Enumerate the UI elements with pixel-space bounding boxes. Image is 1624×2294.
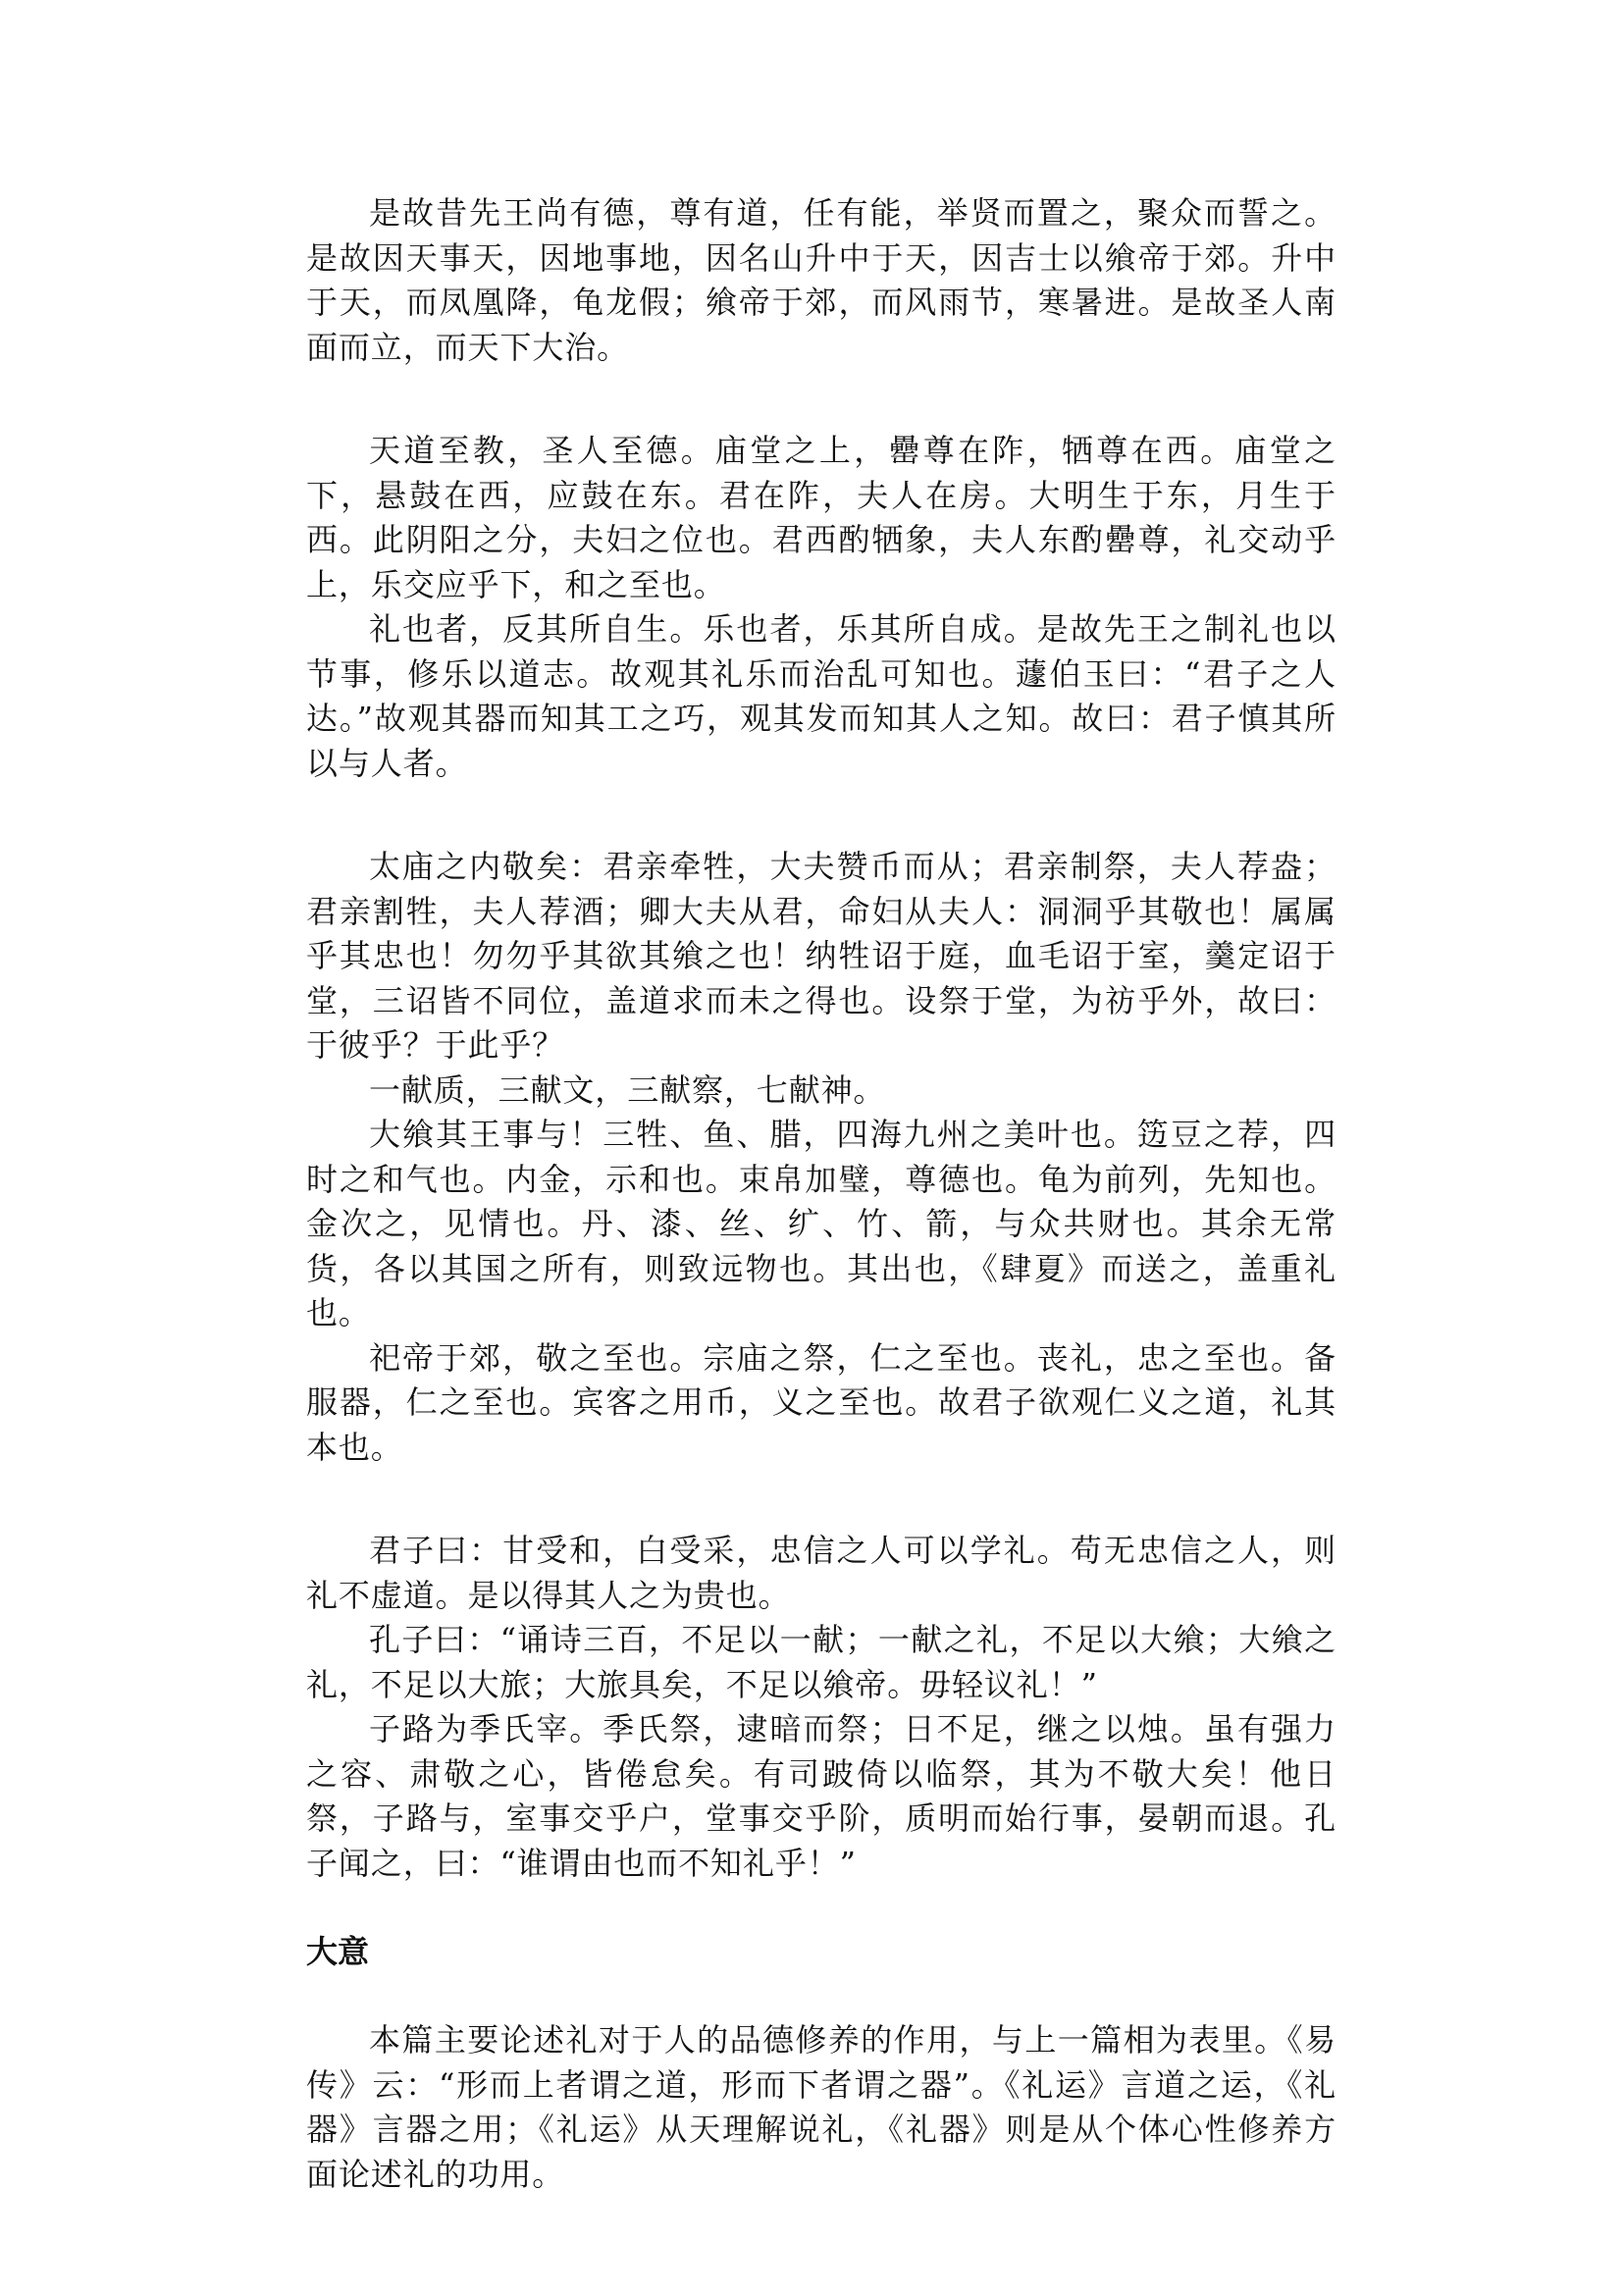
paragraph: 礼也者，反其所自生。乐也者，乐其所自成。是故先王之制礼也以节事，修乐以道志。故观其礼乐而治乱可知也。蘧伯玉曰：“君子之人达。”故观其器而知其工之巧，观其发而知其人之知。故曰：君子慎其所以与人者。 <box>306 610 1336 782</box>
paragraph: 是故昔先王尚有德，尊有道，任有能，举贤而置之，聚众而誓之。是故因天事天，因地事地，因名山升中于天，因吉士以飨帝于郊。升中于天，而凤凰降，龟龙假；飨帝于郊，而风雨节，寒暑进。是故圣人南面而立，而天下大治。 <box>306 194 1336 366</box>
summary-paragraph: 本篇主要论述礼对于人的品德修养的作用，与上一篇相为表里。《易传》云：“形而上者谓之道，形而下者谓之器”。《礼运》言道之运，《礼器》言器之用；《礼运》从天理解说礼，《礼器》则是从个体心性修养方面论述礼的功用。 <box>306 2021 1336 2193</box>
paragraph: 子路为季氏宰。季氏祭，逮暗而祭；日不足，继之以烛。虽有强力之容、肃敬之心，皆倦怠矣。有司跛倚以临祭，其为不敬大矣！他日祭，子路与，室事交乎户，堂事交乎阶，质明而始行事，晏朝而退。孔子闻之，曰：“谁谓由也而不知礼乎！” <box>306 1710 1336 1882</box>
body-text <box>306 191 1336 2197</box>
section-heading: 大意 <box>306 1933 370 1970</box>
paragraph: 孔子曰：“诵诗三百，不足以一献；一献之礼，不足以大飨；大飨之礼，不足以大旅；大旅具矣，不足以飨帝。毋轻议礼！” <box>306 1621 1336 1703</box>
paragraph: 祀帝于郊，敬之至也。宗庙之祭，仁之至也。丧礼，忠之至也。备服器，仁之至也。宾客之用币，义之至也。故君子欲观仁义之道，礼其本也。 <box>306 1338 1336 1466</box>
section-gap <box>306 370 1336 429</box>
section-gap <box>306 1470 1336 1529</box>
paragraph: 一献质，三献文，三献察，七献神。 <box>369 1070 886 1109</box>
paragraph: 大飨其王事与！三牲、鱼、腊，四海九州之美叶也。笾豆之荐，四时之和气也。内金，示和也。束帛加璧，尊德也。龟为前列，先知也。金次之，见情也。丹、漆、丝、纩、竹、箭，与众共财也。其余无常货，各以其国之所有，则致远物也。其出也，《肆夏》而送之，盖重礼也。 <box>306 1116 1336 1331</box>
section-gap <box>306 786 1336 845</box>
paragraph: 天道至教，圣人至德。庙堂之上，罍尊在阼，牺尊在西。庙堂之下，悬鼓在西，应鼓在东。君在阼，夫人在房。大明生于东，月生于西。此阴阳之分，夫妇之位也。君西酌牺象，夫人东酌罍尊，礼交动乎上，乐交应乎下，和之至也。 <box>306 432 1336 603</box>
paragraph: 太庙之内敬矣：君亲牵牲，大夫赞币而从；君亲制祭，夫人荐盎；君亲割牲，夫人荐酒；卿大夫从君，命妇从夫人：洞洞乎其敬也！属属乎其忠也！勿勿乎其欲其飨之也！纳牲诏于庭，血毛诏于室，羹定诏于堂，三诏皆不同位，盖道求而未之得也。设祭于堂，为祊乎外，故曰：于彼乎？于此乎？ <box>306 848 1336 1064</box>
section-gap <box>306 1974 1336 2018</box>
paragraph: 君子曰：甘受和，白受采，忠信之人可以学礼。苟无忠信之人，则礼不虚道。是以得其人之为贵也。 <box>306 1532 1336 1614</box>
section-gap <box>306 1886 1336 1930</box>
